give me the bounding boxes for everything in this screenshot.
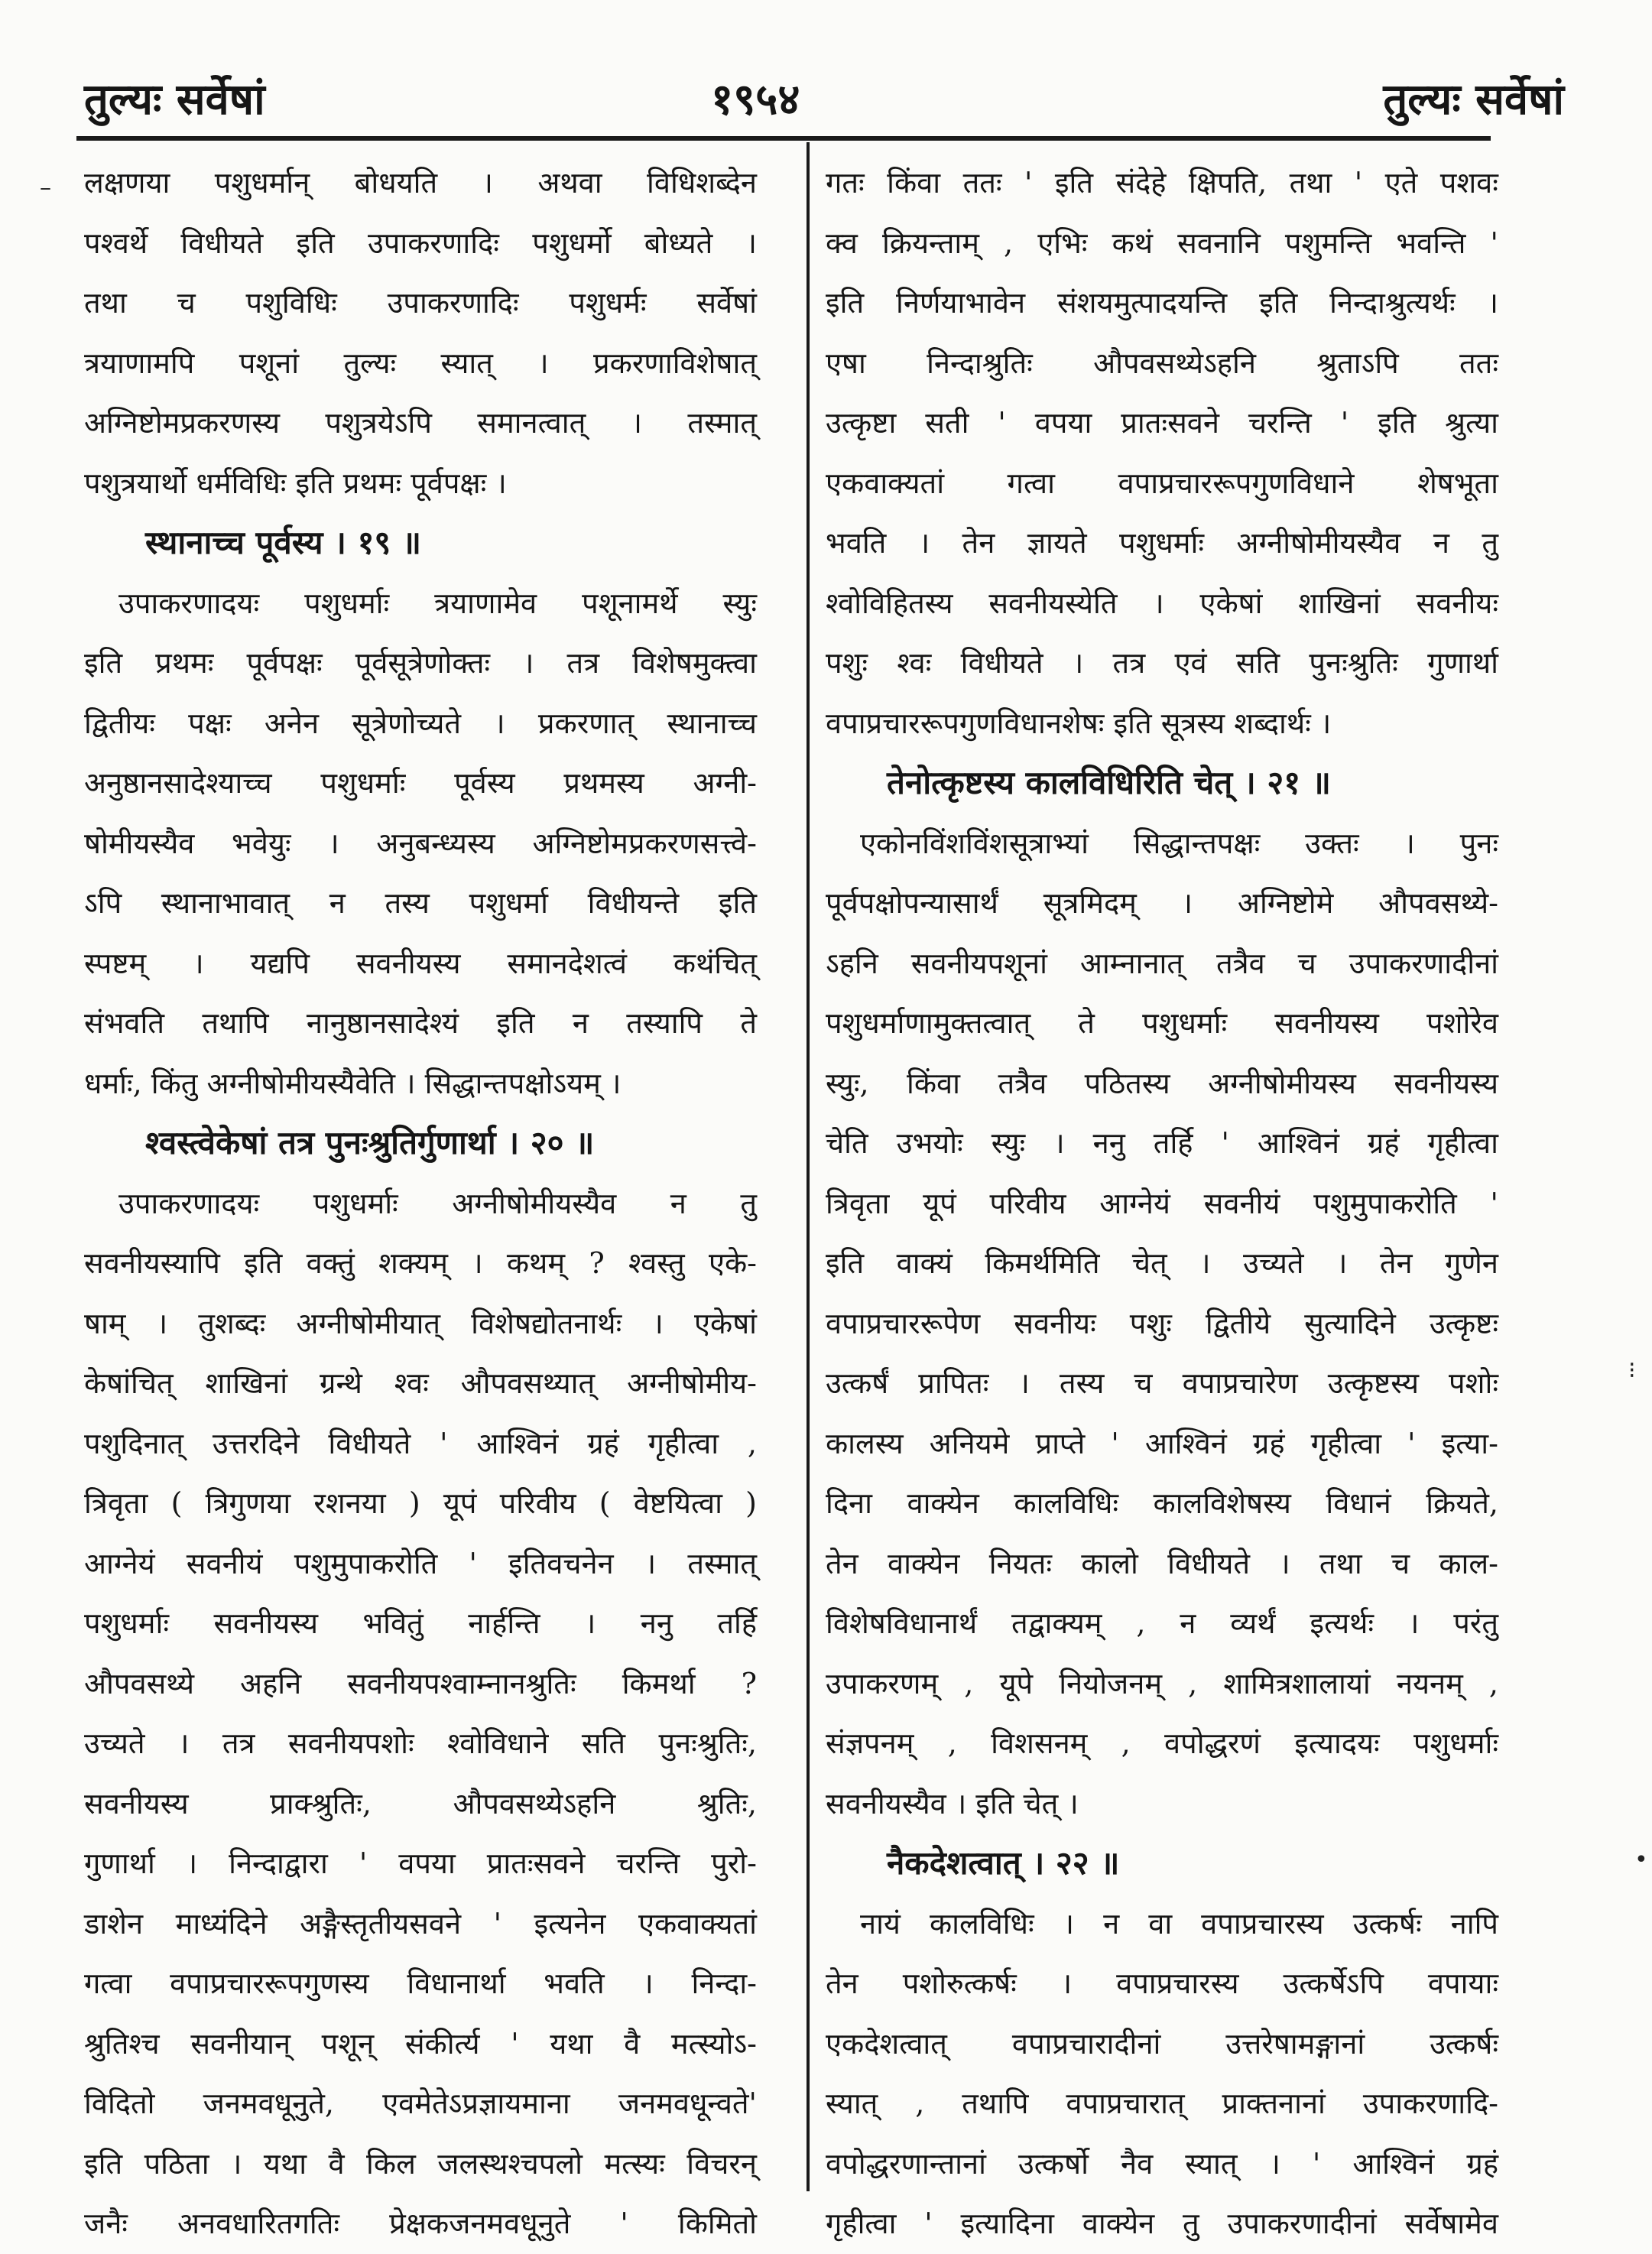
left-column xyxy=(84,153,757,2240)
sutra-heading: नैकदेशत्वात् । २२ ॥ xyxy=(887,1844,1120,1882)
text-line: अग्निष्टोमप्रकरणस्य पशुत्रयेऽपि समानत्वात् । तस्मात् xyxy=(84,406,757,440)
text-line: इति पठिता । यथा वै किल जलस्थश्चपलो मत्स्यः विचरन् xyxy=(84,2146,757,2181)
text-line: केषांचित् शाखिनां ग्रन्थे श्वः औपवसथ्यात् अग्नीषोमीय- xyxy=(84,1366,757,1400)
text-line: उच्यते । तत्र सवनीयपशोः श्वोविधाने सति पुनःश्रुतिः, xyxy=(84,1726,757,1760)
text-line: दिना वाक्येन कालविधिः कालविशेषस्य विधानं क्रियते, xyxy=(826,1486,1498,1520)
text-line: पशुदिनात् उत्तरदिने विधीयते ' आश्विनं ग्रहं गृहीत्वा , xyxy=(84,1426,757,1460)
text-line: चेति उभयोः स्युः । ननु तर्हि ' आश्विनं ग्रहं गृहीत्वा xyxy=(826,1126,1498,1160)
margin-dash-mark: – xyxy=(40,174,51,201)
sutra-heading: तेनोत्कृष्टस्य कालविधिरिति चेत् । २१ ॥ xyxy=(887,764,1331,801)
text-line: उत्कृष्टा सती ' वपया प्रातःसवने चरन्ति ' इति श्रुत्या xyxy=(826,406,1498,440)
text-line: ऽपि स्थानाभावात् न तस्य पशुधर्मा विधीयन्ते इति xyxy=(84,886,757,920)
column-divider xyxy=(807,142,810,2191)
text-line: एषा निन्दाश्रुतिः औपवसथ्येऽहनि श्रुताऽपि ततः xyxy=(826,346,1498,380)
text-line: पूर्वपक्षोपन्यासार्थं सूत्रमिदम् । अग्निष्टोमे औपवसथ्ये- xyxy=(826,886,1498,920)
text-line: अनुष्ठानसादेश्याच्च पशुधर्माः पूर्वस्य प्रथमस्य अग्नी- xyxy=(84,766,757,800)
text-line: स्पष्टम् । यद्यपि सवनीयस्य समानदेशत्वं कथंचित् xyxy=(84,946,757,980)
text-line: पशुधर्माणामुक्तत्वात् ते पशुधर्माः सवनीयस्य पशोरेव xyxy=(826,1006,1498,1040)
text-line: स्यात् , तथापि वपाप्रचारात् प्राक्तनानां उपाकरणादि- xyxy=(826,2087,1498,2120)
header-rule xyxy=(76,136,1491,141)
page-header xyxy=(0,0,1652,153)
running-head-left: तुल्यः सर्वेषां xyxy=(84,74,265,125)
text-line: कालस्य अनियमे प्राप्ते ' आश्विनं ग्रहं गृहीत्वा ' इत्या- xyxy=(826,1426,1498,1460)
text-line: जनैः अनवधारितगतिः प्रेक्षकजनमवधूनुते ' किमितो xyxy=(84,2207,757,2240)
text-line: तेन पशोरुत्कर्षः । वपाप्रचारस्य उत्कर्षेऽपि वपायाः xyxy=(826,1967,1498,2000)
text-line: तेन वाक्येन नियतः कालो विधीयते । तथा च काल- xyxy=(826,1546,1498,1580)
text-line: भवति । तेन ज्ञायते पशुधर्माः अग्नीषोमीयस्यैव न तु xyxy=(826,526,1498,560)
text-line: पशुधर्माः सवनीयस्य भवितुं नार्हन्ति । ननु तर्हि xyxy=(84,1606,757,1640)
text-line: वपाप्रचाररूपेण सवनीयः पशुः द्वितीये सुत्यादिने उत्कृष्टः xyxy=(826,1306,1498,1340)
text-line: षोमीयस्यैव भवेयुः । अनुबन्ध्यस्य अग्निष्टोमप्रकरणसत्त्वे- xyxy=(84,826,757,860)
running-head-right: तुल्यः सर्वेषां xyxy=(1383,74,1564,125)
text-line: क्व क्रियन्ताम् , एभिः कथं सवनानि पशुमन्ति भवन्ति ' xyxy=(826,226,1498,260)
text-line: एकदेशत्वात् वपाप्रचारादीनां उत्तरेषामङ्गानां उत्कर्षः xyxy=(826,2026,1498,2061)
text-line: इति प्रथमः पूर्वपक्षः पूर्वसूत्रेणोक्तः । तत्र विशेषमुक्त्वा xyxy=(84,646,757,680)
margin-tick-mark: ⁝ xyxy=(1628,1357,1636,1384)
text-line: उपाकरणादयः पशुधर्माः अग्नीषोमीयस्यैव न तु xyxy=(118,1186,757,1220)
text-line: पशुः श्वः विधीयते । तत्र एवं सति पुनःश्रुतिः गुणार्था xyxy=(826,646,1498,680)
sutra-heading: श्वस्त्वेकेषां तत्र पुनःश्रुतिर्गुणार्था । २० ॥ xyxy=(145,1124,595,1161)
text-line: सवनीयस्यैव । इति चेत् । xyxy=(826,1786,1079,1820)
text-line: पशुत्रयार्थो धर्मविधिः इति प्रथमः पूर्वपक्षः । xyxy=(84,466,507,500)
text-line: उपाकरणादयः पशुधर्माः त्रयाणामेव पशूनामर्थे स्युः xyxy=(118,586,757,620)
text-line: त्रिवृता ( त्रिगुणया रशनया ) यूपं परिवीय ( वेष्टयित्वा ) xyxy=(84,1486,757,1520)
text-line: डाशेन माध्यंदिने अङ्गैस्तृतीयसवने ' इत्यनेन एकवाक्यतां xyxy=(84,1906,757,1941)
text-line: विदितो जनमवधूनुते, एवमेतेऽप्रज्ञायमाना जनमवधून्वते' xyxy=(84,2087,757,2120)
text-line: एकोनविंशविंशसूत्राभ्यां सिद्धान्तपक्षः उक्तः । पुनः xyxy=(860,826,1498,860)
text-line: गतः किंवा ततः ' इति संदेहे क्षिपति, तथा ' एते पशवः xyxy=(826,166,1498,200)
text-line: सवनीयस्यापि इति वक्तुं शक्यम् । कथम् ? श्वस्तु एके- xyxy=(84,1246,757,1280)
text-line: पश्वर्थे विधीयते इति उपाकरणादिः पशुधर्मो बोध्यते । xyxy=(84,226,757,260)
text-line: वपाप्रचाररूपगुणविधानशेषः इति सूत्रस्य शब्दार्थः । xyxy=(826,706,1332,740)
sutra-heading: स्थानाच्च पूर्वस्य । १९ ॥ xyxy=(145,524,422,561)
text-line: द्वितीयः पक्षः अनेन सूत्रेणोच्यते । प्रकरणात् स्थानाच्च xyxy=(84,706,757,740)
right-column xyxy=(826,153,1499,2240)
text-line: गुणार्था । निन्दाद्वारा ' वपया प्रातःसवने चरन्ति पुरो- xyxy=(84,1846,757,1880)
text-line: श्रुतिश्च सवनीयान् पशून् संकीर्त्य ' यथा वै मत्स्योऽ- xyxy=(84,2026,757,2061)
text-line: गत्वा वपाप्रचाररूपगुणस्य विधानार्था भवति । निन्दा- xyxy=(84,1967,757,2000)
text-line: इति वाक्यं किमर्थमिति चेत् । उच्यते । तेन गुणेन xyxy=(826,1246,1498,1280)
text-line: संज्ञपनम् , विशसनम् , वपोद्धरणं इत्यादयः पशुधर्माः xyxy=(826,1726,1499,1760)
text-line: तथा च पशुविधिः उपाकरणादिः पशुधर्मः सर्वेषां xyxy=(84,286,757,320)
text-line: त्रिवृता यूपं परिवीय आग्नेयं सवनीयं पशुमुपाकरोति ' xyxy=(826,1186,1498,1220)
text-line: श्वोविहितस्य सवनीयस्येति । एकेषां शाखिनां सवनीयः xyxy=(826,586,1498,620)
text-line: इति निर्णयाभावेन संशयमुत्पादयन्ति इति निन्दाश्रुत्यर्थः । xyxy=(826,286,1498,320)
text-line: औपवसथ्ये अहनि सवनीयपश्वाम्नानश्रुतिः किमर्था ? xyxy=(84,1666,757,1700)
text-line: लक्षणया पशुधर्मान् बोधयति । अथवा विधिशब्देन xyxy=(84,166,757,200)
text-line: उत्कर्षं प्रापितः । तस्य च वपाप्रचारेण उत्कृष्टस्य पशोः xyxy=(826,1366,1498,1400)
text-line: वपोद्धरणान्तानां उत्कर्षो नैव स्यात् । ' आश्विनं ग्रहं xyxy=(826,2146,1498,2181)
text-line: एकवाक्यतां गत्वा वपाप्रचाररूपगुणविधाने शेषभूता xyxy=(826,466,1498,500)
text-line: गृहीत्वा ' इत्यादिना वाक्येन तु उपाकरणादीनां सर्वेषामेव xyxy=(826,2207,1498,2240)
text-line: संभवति तथापि नानुष्ठानसादेश्यं इति न तस्यापि ते xyxy=(84,1006,757,1040)
text-line: नायं कालविधिः । न वा वपाप्रचारस्य उत्कर्षः नापि xyxy=(860,1906,1498,1941)
margin-dot-mark: • xyxy=(1634,1846,1648,1873)
text-line: धर्माः, किंतु अग्नीषोमीयस्यैवेति । सिद्धान्तपक्षोऽयम् । xyxy=(84,1066,622,1100)
page-number: १९५४ xyxy=(711,74,800,125)
text-line: स्युः, किंवा तत्रैव पठितस्य अग्नीषोमीयस्य सवनीयस्य xyxy=(826,1066,1498,1100)
text-line: सवनीयस्य प्राक्श्रुतिः, औपवसथ्येऽहनि श्रुतिः, xyxy=(84,1786,757,1820)
text-line: विशेषविधानार्थं तद्वाक्यम् , न व्यर्थं इत्यर्थः । परंतु xyxy=(826,1606,1498,1640)
text-line: त्रयाणामपि पशूनां तुल्यः स्यात् । प्रकरणाविशेषात् xyxy=(84,346,757,380)
text-line: ऽहनि सवनीयपशूनां आम्नानात् तत्रैव च उपाकरणादीनां xyxy=(826,946,1498,980)
text-line: आग्नेयं सवनीयं पशुमुपाकरोति ' इतिवचनेन । तस्मात् xyxy=(84,1546,757,1580)
text-line: उपाकरणम् , यूपे नियोजनम् , शामित्रशालायां नयनम् , xyxy=(826,1666,1498,1700)
text-line: षाम् । तुशब्दः अग्नीषोमीयात् विशेषद्योतनार्थः । एकेषां xyxy=(84,1306,757,1340)
